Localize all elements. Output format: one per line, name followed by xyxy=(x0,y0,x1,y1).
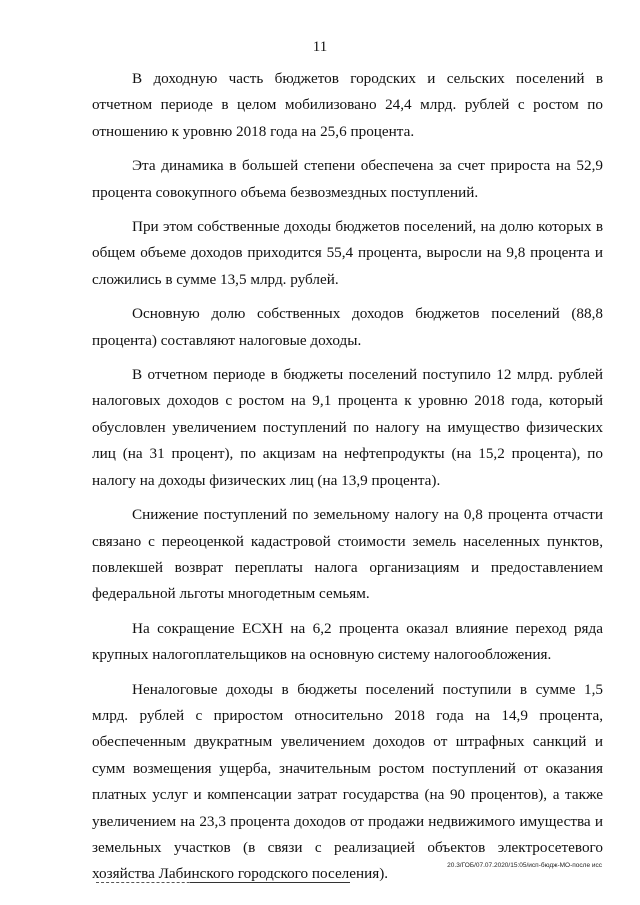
paragraph-non-tax-revenue: Неналоговые доходы в бюджеты поселений поступили в сумме 1,5 млрд. рублей с приростом относительно 2018 года на 14,9 процента, обеспеченным двукратным увеличением доходов от штрафных санкций и сумм возмещения ущерба, значительным ростом поступлений от оказания платных услуг и компенсации затрат государства (на 90 процентов), а также увеличением на 23,3 процента доходов от продажи недвижимого имущества и земельных участков (в связи с реализацией объектов электросетевого хозяйства Лабинского городского поселения). xyxy=(92,680,603,883)
paragraph-land-tax: Снижение поступлений по земельному налогу на 0,8 процента отчасти связано с переоценкой кадастровой стоимости земель населенных пунктов, повлекшей возврат переплаты налога организациям и предоставлением федеральной льготы многодетным семьям. xyxy=(92,506,603,603)
document-footer-code: 20.3/ГОБ/07.07.2020/15:05/исп-бюдж-МО-после исс xyxy=(447,862,602,869)
paragraph-tax-revenue: В отчетном периоде в бюджеты поселений поступило 12 млрд. рублей налоговых доходов с ростом на 9,1 процента к уровню 2018 года, который обусловлен увеличением поступлений по налогу на имущество физических лиц (на 31 процент), по акцизам на нефтепродукты (на 15,2 процента), по налогу на доходы физических лиц (на 13,9 процента). xyxy=(92,366,603,489)
paragraph-gratuitous-receipts: Эта динамика в большей степени обеспечена за счет прироста на 52,9 процента совокупного объема безвозмездных поступлений. xyxy=(92,157,603,201)
page-number: 11 xyxy=(312,39,328,55)
bottom-divider-solid xyxy=(190,882,350,883)
paragraph-eskhn: На сокращение ЕСХН на 6,2 процента оказал влияние переход ряда крупных налогоплательщиков на основную систему налогообложения. xyxy=(92,619,603,664)
paragraph-own-revenue: При этом собственные доходы бюджетов поселений, на долю которых в общем объеме доходов приходится 55,4 процента, выросли на 9,8 процента и сложились в сумме 13,5 млрд. рублей. xyxy=(92,218,603,288)
paragraph-revenue-total: В доходную часть бюджетов городских и сельских поселений в отчетном периоде в целом мобилизовано 24,4 млрд. рублей с ростом по отношению к уровню 2018 года на 25,6 процента. xyxy=(92,70,603,140)
document-body xyxy=(92,66,603,896)
paragraph-tax-share: Основную долю собственных доходов бюджетов поселений (88,8 процента) составляют налоговые доходы. xyxy=(92,305,603,349)
